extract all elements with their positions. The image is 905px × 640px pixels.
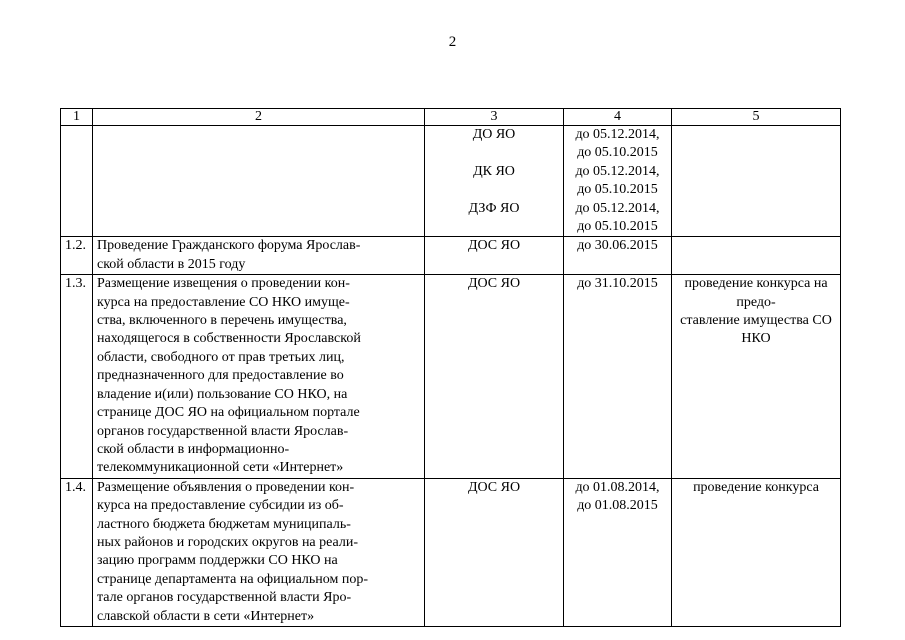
executor-line <box>429 144 559 162</box>
activity-text-line: странице ДОС ЯО на официальном портале <box>97 405 360 421</box>
activity-text-line: зацию программ поддержки СО НКО на <box>97 553 338 569</box>
expected-result-line: проведение конкурса <box>693 479 819 495</box>
executor <box>425 237 564 275</box>
expected-result-line: проведение конкурса на предо- <box>684 276 828 310</box>
row-number <box>61 126 93 237</box>
activity-text-line: телекоммуникационной сети «Интернет» <box>97 460 344 476</box>
activity-text-line: ластного бюджета бюджетам муниципаль- <box>97 516 351 532</box>
activity-text <box>93 275 425 478</box>
activity-text-line: области, свободного от прав третьих лиц, <box>97 349 345 365</box>
row-number: 1.2. <box>61 237 93 275</box>
deadline-line: до 31.10.2015 <box>577 276 658 292</box>
expected-result <box>672 126 841 237</box>
activity-text-line: курса на предоставление СО НКО имуще- <box>97 294 350 310</box>
activity-text-line: Проведение Гражданского форума Ярослав- <box>97 238 361 254</box>
deadline <box>564 237 672 275</box>
activity-text-line: тале органов государственной власти Яро- <box>97 590 352 606</box>
expected-result <box>672 275 841 478</box>
executor <box>425 478 564 626</box>
header-cell: 5 <box>672 109 841 126</box>
expected-result <box>672 478 841 626</box>
expected-result-line: ставление имущества СО НКО <box>680 313 832 347</box>
deadline <box>564 478 672 626</box>
activity-text <box>93 478 425 626</box>
deadline-line: до 05.10.2015 <box>577 182 658 198</box>
activity-text-line: находящегося в собственности Ярославской <box>97 331 361 347</box>
deadline-line: до 05.12.2014, <box>575 163 660 179</box>
activity-text-line: славской области в сети «Интернет» <box>97 608 315 624</box>
activity-text-line: ства, включенного в перечень имущества, <box>97 313 347 329</box>
activity-text-line: предназначенного для предоставление во <box>97 368 344 384</box>
deadline-line: до 01.08.2015 <box>577 498 658 514</box>
header-cell: 2 <box>93 109 425 126</box>
activity-text <box>93 237 425 275</box>
activity-text-line: ской области в информационно- <box>97 441 290 457</box>
row-number: 1.3. <box>61 275 93 478</box>
executor-line: ДК ЯО <box>473 163 515 179</box>
deadline-line: до 05.10.2015 <box>577 145 658 161</box>
activity-text-line: Размещение извещения о проведении кон- <box>97 276 350 292</box>
deadline <box>564 126 672 237</box>
deadline-line: до 30.06.2015 <box>577 238 658 254</box>
activity-text-line: владение и(или) пользование СО НКО, на <box>97 386 348 402</box>
table-row <box>61 275 841 478</box>
table-row <box>61 478 841 626</box>
activity-text-line: странице департамента на официальном пор- <box>97 571 369 587</box>
header-cell: 1 <box>61 109 93 126</box>
deadline-line: до 05.12.2014, <box>575 200 660 216</box>
header-cell: 3 <box>425 109 564 126</box>
executor-line <box>429 181 559 199</box>
executor-line: ДЗФ ЯО <box>468 200 520 216</box>
executor <box>425 126 564 237</box>
executor-line <box>429 218 559 236</box>
activity-text-line: ской области в 2015 году <box>97 256 246 272</box>
executor-line: ДО ЯО <box>472 127 516 142</box>
executor-line: ДОС ЯО <box>467 479 521 495</box>
deadline-line: до 05.12.2014, <box>575 127 660 142</box>
table-body <box>61 126 841 627</box>
row-number: 1.4. <box>61 478 93 626</box>
page-number: 2 <box>448 34 457 50</box>
executor <box>425 275 564 478</box>
executor-line: ДОС ЯО <box>467 238 521 254</box>
header-cell: 4 <box>564 109 672 126</box>
activity-text-line: ных районов и городских округов на реали- <box>97 534 359 550</box>
deadline <box>564 275 672 478</box>
deadline-line: до 01.08.2014, <box>575 479 660 495</box>
table-header-row <box>61 109 841 126</box>
activities-table <box>60 108 841 627</box>
activity-text <box>93 126 425 237</box>
executor-line: ДОС ЯО <box>467 276 521 292</box>
activity-text-line: Размещение объявления о проведении кон- <box>97 479 355 495</box>
deadline-line: до 05.10.2015 <box>577 219 658 235</box>
activity-text-line: органов государственной власти Ярослав- <box>97 423 349 439</box>
table-row <box>61 237 841 275</box>
table-row <box>61 126 841 237</box>
activity-text-line: курса на предоставление субсидии из об- <box>97 498 344 514</box>
expected-result <box>672 237 841 275</box>
